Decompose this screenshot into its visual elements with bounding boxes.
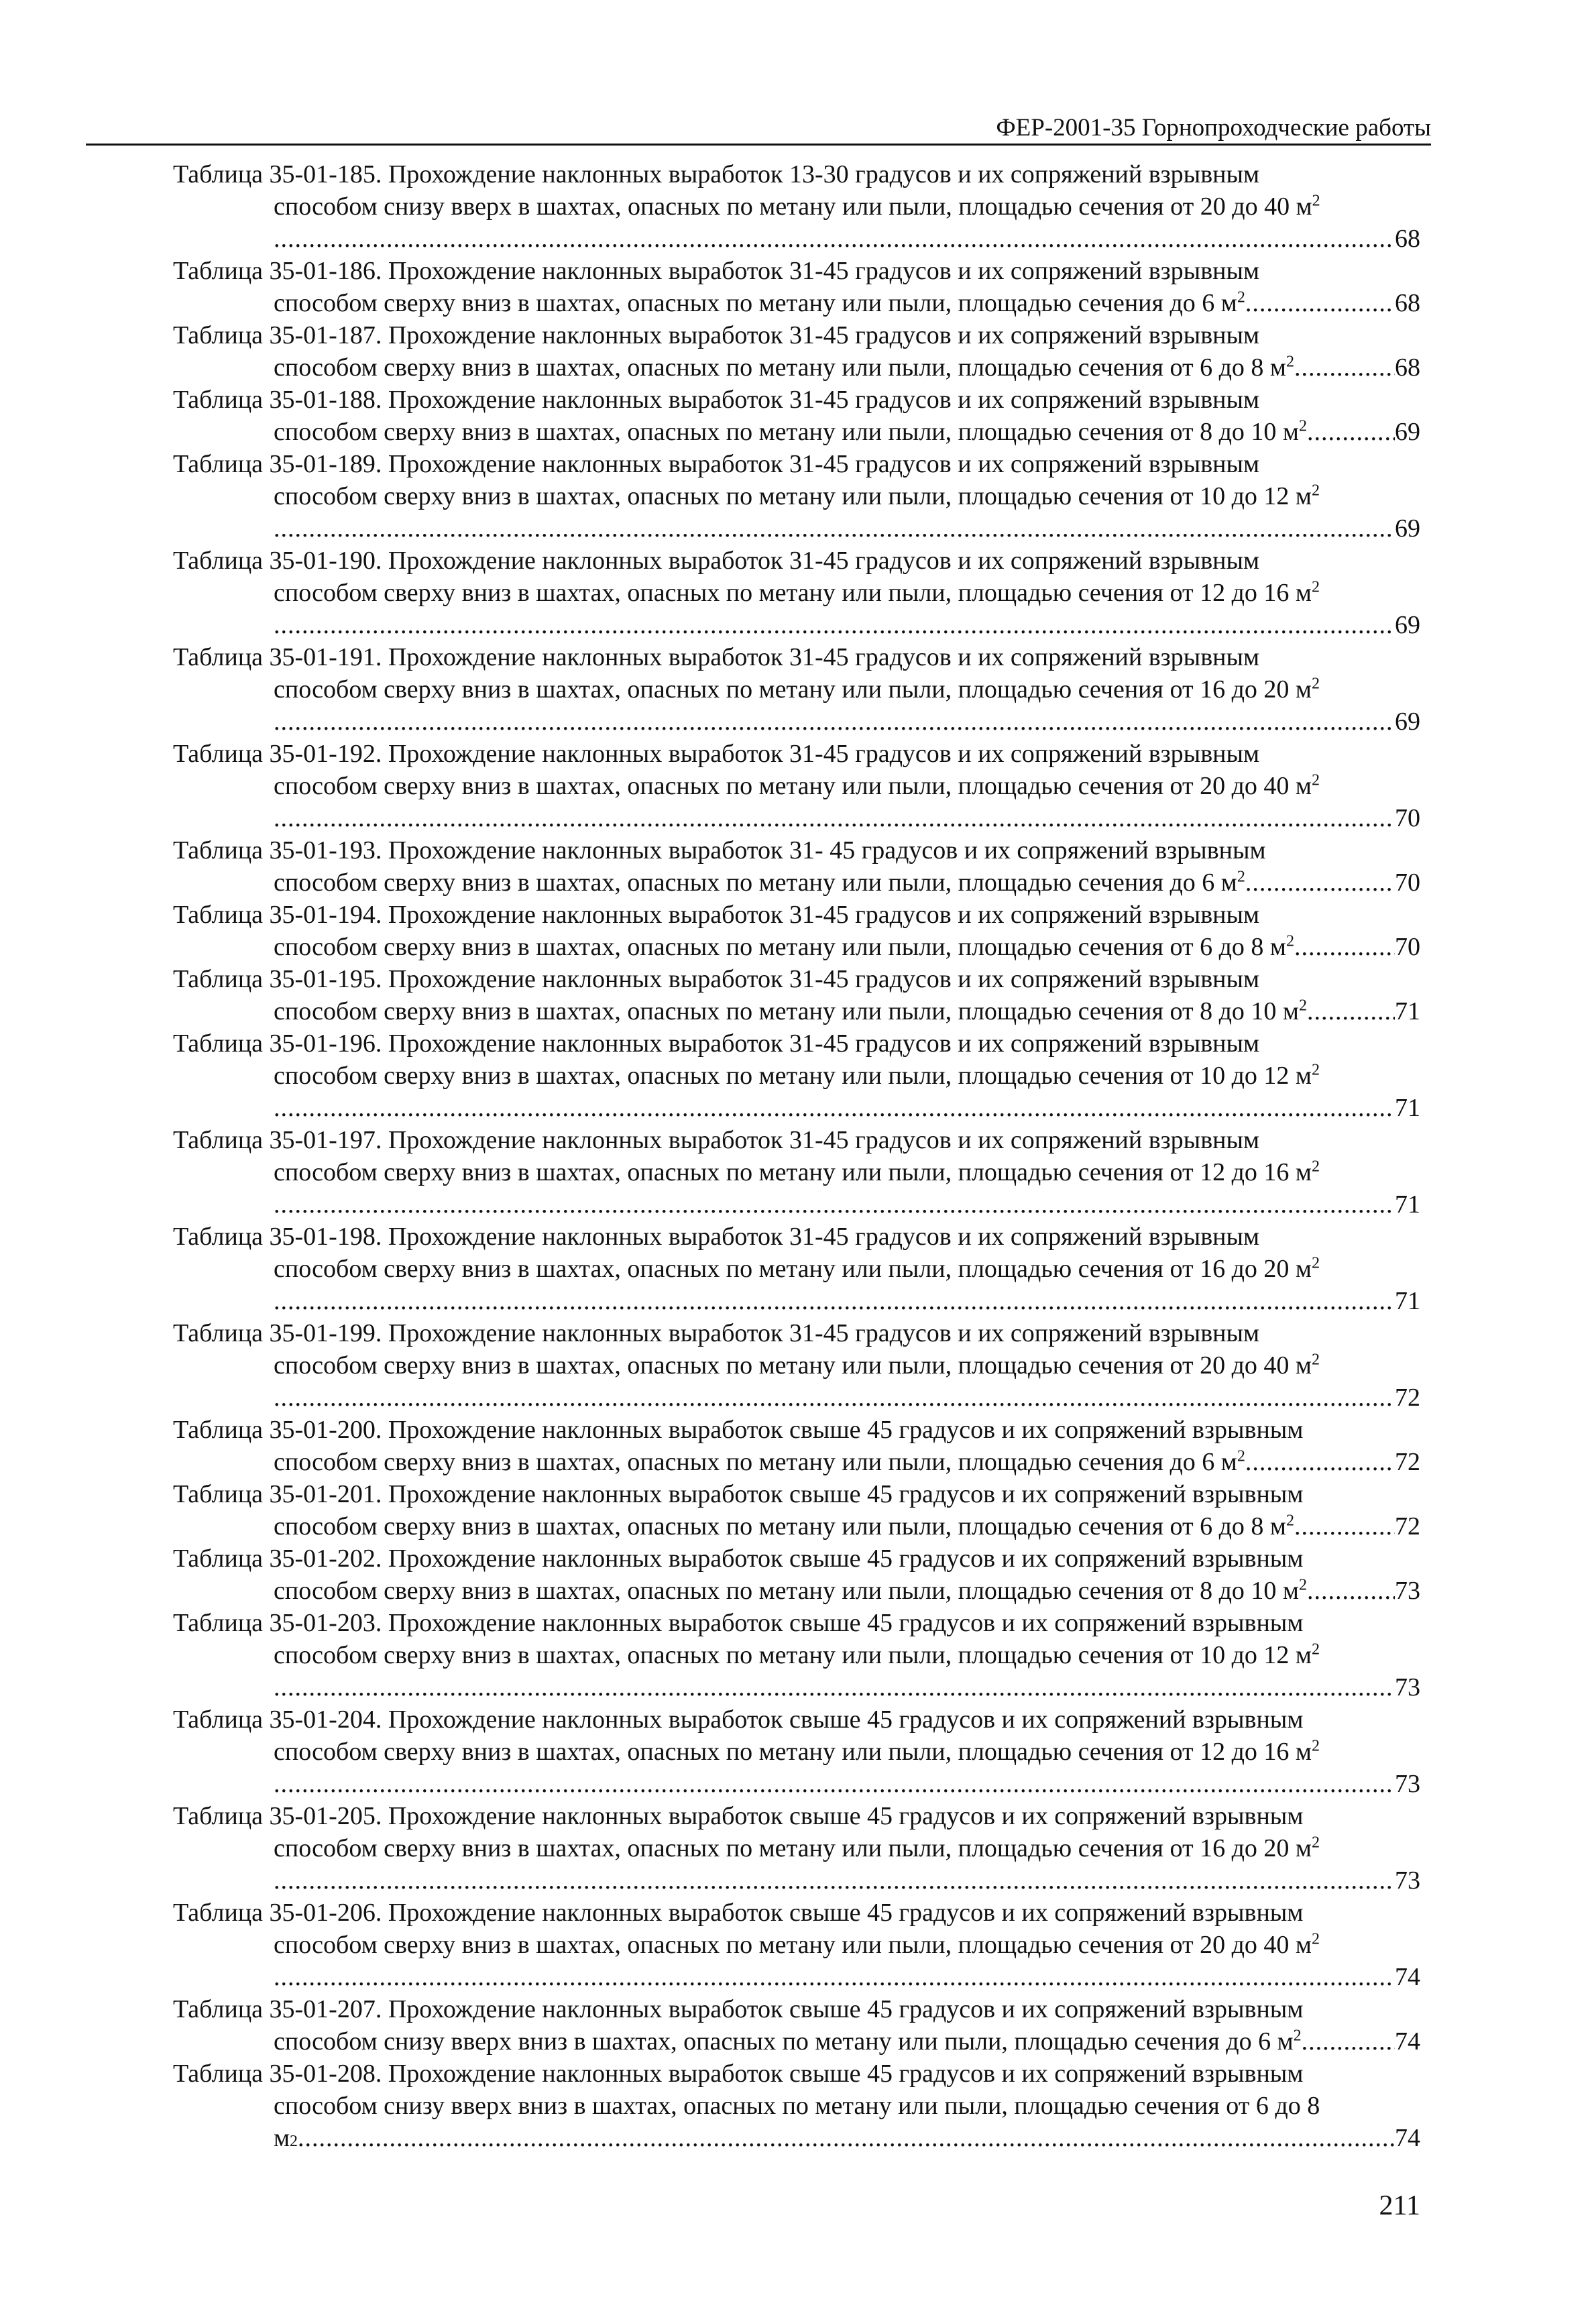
toc-entry-description-text [274, 931, 1294, 963]
toc-entry[interactable] [173, 1414, 1420, 1478]
toc-page-number[interactable]: 74 [1395, 2124, 1420, 2152]
toc-entry-description-body: способом сверху вниз в шахтах, опасных по метану или пыли, площадью сечения от 8 до 10 м [274, 1577, 1299, 1605]
toc-entry-unit: м [274, 2124, 290, 2152]
toc-entry-description-text [274, 1510, 1294, 1543]
toc-entry-description [173, 480, 1420, 512]
superscript: 2 [1311, 1254, 1320, 1272]
toc-entry[interactable] [173, 899, 1420, 963]
toc-page-number[interactable]: 74 [1395, 2027, 1420, 2056]
toc-entry[interactable] [173, 963, 1420, 1027]
toc-entry-description-text: способом сверху вниз в шахтах, опасных по метану или пыли, площадью сечения от 10 до 12 м [274, 1062, 1312, 1090]
toc-leader-line [173, 1382, 1420, 1414]
toc-entry-description [173, 190, 1420, 223]
dot-leader [1302, 2025, 1395, 2058]
toc-entry-description-text: способом снизу вверх в шахтах, опасных по метану или пыли, площадью сечения от 20 до 40 м [274, 192, 1312, 221]
toc-entry-title: Таблица 35-01-200. Прохождение наклонных выработок свыше 45 градусов и их сопряжений взрывным [173, 1416, 1304, 1444]
toc-page-number[interactable]: 70 [1395, 804, 1420, 832]
superscript: 2 [1311, 675, 1320, 693]
toc-leader-line [173, 802, 1420, 834]
toc-entry-title: Таблица 35-01-207. Прохождение наклонных выработок свыше 45 градусов и их сопряжений взрывным [173, 1995, 1304, 2023]
dot-leader [1294, 931, 1395, 963]
toc-entry[interactable] [173, 1993, 1420, 2058]
dot-leader [274, 1961, 1395, 1993]
superscript: 2 [1298, 1576, 1307, 1594]
dot-leader [1294, 1510, 1395, 1543]
toc-page-number[interactable]: 71 [1395, 997, 1420, 1025]
superscript: 2 [1311, 1930, 1320, 1948]
superscript: 2 [1286, 1512, 1294, 1530]
toc-entry-title: Таблица 35-01-205. Прохождение наклонных выработок свыше 45 градусов и их сопряжений взрывным [173, 1802, 1304, 1830]
superscript: 2 [1298, 997, 1307, 1015]
toc-entry-description-body: способом сверху вниз в шахтах, опасных по метану или пыли, площадью сечения от 6 до 8 м [274, 933, 1286, 961]
toc-entry[interactable] [173, 641, 1420, 738]
dot-leader [274, 609, 1395, 641]
toc-page-number[interactable]: 69 [1395, 708, 1420, 736]
toc-entry-description [173, 1736, 1420, 1768]
toc-entry-description-text [274, 995, 1307, 1027]
toc-entry-title: Таблица 35-01-194. Прохождение наклонных выработок 31-45 градусов и их сопряжений взрывным [173, 901, 1260, 929]
superscript: 2 [1293, 2027, 1302, 2045]
toc-entry-title: Таблица 35-01-187. Прохождение наклонных выработок 31-45 градусов и их сопряжений взрывным [173, 321, 1260, 349]
table-of-contents [173, 158, 1420, 2154]
toc-entry-description-body: способом сверху вниз в шахтах, опасных по метану или пыли, площадью сечения от 8 до 10 м [274, 418, 1299, 446]
toc-entry[interactable] [173, 738, 1420, 834]
superscript: 2 [1311, 482, 1320, 500]
toc-entry-description-body: способом сверху вниз в шахтах, опасных по метану или пыли, площадью сечения до 6 м [274, 1448, 1237, 1476]
toc-entry-description-text: способом сверху вниз в шахтах, опасных по метану или пыли, площадью сечения от 10 до 12 м [274, 1641, 1312, 1669]
toc-entry-description-text: способом сверху вниз в шахтах, опасных по метану или пыли, площадью сечения от 10 до 12 м [274, 482, 1312, 510]
toc-leader-line [173, 512, 1420, 545]
dot-leader [1245, 1446, 1395, 1478]
toc-entry-description [173, 1446, 1420, 1478]
toc-entry-description-text: способом сверху вниз в шахтах, опасных по метану или пыли, площадью сечения от 12 до 16 м [274, 1738, 1312, 1766]
toc-entry-description [173, 2025, 1420, 2058]
superscript: 2 [1311, 578, 1320, 596]
toc-entry-description-text: способом сверху вниз в шахтах, опасных по метану или пыли, площадью сечения от 12 до 16 м [274, 1158, 1312, 1186]
toc-entry[interactable] [173, 1124, 1420, 1221]
dot-leader [274, 1768, 1395, 1800]
superscript: 2 [1286, 353, 1294, 371]
toc-entry-description [173, 1510, 1420, 1543]
toc-leader-line [173, 1671, 1420, 1703]
superscript: 2 [1237, 288, 1245, 306]
toc-entry[interactable] [173, 448, 1420, 545]
toc-entry-description-text [274, 351, 1294, 384]
toc-entry[interactable] [173, 2058, 1420, 2154]
toc-entry-description-text [274, 866, 1245, 899]
toc-entry[interactable] [173, 384, 1420, 448]
toc-entry-title: Таблица 35-01-193. Прохождение наклонных выработок 31- 45 градусов и их сопряжений взрывным [173, 836, 1266, 864]
toc-entry-title: Таблица 35-01-202. Прохождение наклонных выработок свыше 45 градусов и их сопряжений взрывным [173, 1545, 1304, 1573]
toc-page-number[interactable]: 68 [1395, 289, 1420, 317]
toc-entry-title: Таблица 35-01-192. Прохождение наклонных выработок 31-45 градусов и их сопряжений взрывным [173, 740, 1260, 768]
toc-leader-line [173, 609, 1420, 641]
toc-entry-description-text: способом сверху вниз в шахтах, опасных по метану или пыли, площадью сечения от 20 до 40 м [274, 1351, 1312, 1380]
superscript: 2 [1311, 1640, 1320, 1659]
superscript: 2 [1311, 771, 1320, 789]
dot-leader [274, 1382, 1395, 1414]
dot-leader [274, 1285, 1395, 1317]
toc-page-number[interactable]: 70 [1395, 868, 1420, 897]
superscript: 2 [1311, 1834, 1320, 1852]
toc-entry-description-body: способом сверху вниз в шахтах, опасных по метану или пыли, площадью сечения от 8 до 10 м [274, 997, 1299, 1025]
dot-leader [1307, 995, 1395, 1027]
toc-entry-description [173, 1156, 1420, 1188]
toc-entry-title: Таблица 35-01-201. Прохождение наклонных выработок свыше 45 градусов и их сопряжений взрывным [173, 1480, 1304, 1508]
toc-entry-description [173, 931, 1420, 963]
toc-entry-title: Таблица 35-01-188. Прохождение наклонных выработок 31-45 градусов и их сопряжений взрывным [173, 386, 1260, 414]
toc-entry-title: Таблица 35-01-198. Прохождение наклонных выработок 31-45 градусов и их сопряжений взрывным [173, 1223, 1260, 1251]
toc-entry[interactable] [173, 1027, 1420, 1124]
dot-leader [274, 706, 1395, 738]
toc-entry[interactable] [173, 545, 1420, 641]
toc-leader-line [173, 1285, 1420, 1317]
toc-entry[interactable] [173, 255, 1420, 319]
toc-page-number[interactable]: 71 [1395, 1287, 1420, 1315]
toc-entry-description [173, 1575, 1420, 1607]
toc-entry-description [173, 577, 1420, 609]
toc-entry-description-body: способом сверху вниз в шахтах, опасных по метану или пыли, площадью сечения от 6 до 8 м [274, 353, 1286, 382]
toc-page-number[interactable]: 69 [1395, 418, 1420, 446]
toc-page-number[interactable]: 72 [1395, 1384, 1420, 1412]
toc-entry-title: Таблица 35-01-190. Прохождение наклонных выработок 31-45 градусов и их сопряжений взрывным [173, 547, 1260, 575]
toc-entry[interactable] [173, 1800, 1420, 1897]
dot-leader [274, 512, 1395, 545]
toc-entry-description-text: способом сверху вниз в шахтах, опасных по метану или пыли, площадью сечения от 20 до 40 м [274, 772, 1312, 800]
toc-page-number[interactable]: 71 [1395, 1190, 1420, 1219]
toc-entry-description-text: способом сверху вниз в шахтах, опасных по метану или пыли, площадью сечения от 20 до 40 м [274, 1931, 1312, 1959]
toc-entry-title: Таблица 35-01-196. Прохождение наклонных выработок 31-45 градусов и их сопряжений взрывным [173, 1029, 1260, 1058]
dot-leader [274, 1092, 1395, 1124]
toc-entry-title: Таблица 35-01-185. Прохождение наклонных выработок 13-30 градусов и их сопряжений взрывным [173, 160, 1260, 188]
toc-entry-title: Таблица 35-01-197. Прохождение наклонных выработок 31-45 градусов и их сопряжений взрывным [173, 1126, 1260, 1154]
toc-entry-description [173, 1832, 1420, 1864]
dot-leader [1307, 1575, 1395, 1607]
toc-page-number[interactable]: 72 [1395, 1448, 1420, 1476]
toc-entry-description-text: способом сверху вниз в шахтах, опасных по метану или пыли, площадью сечения от 16 до 20 м [274, 1255, 1312, 1283]
superscript: 2 [1311, 1061, 1320, 1079]
toc-entry[interactable] [173, 1703, 1420, 1800]
toc-leader-line [173, 1188, 1420, 1221]
toc-page-number[interactable]: 69 [1395, 514, 1420, 543]
toc-entry-description-text [274, 287, 1245, 319]
toc-leader-line [173, 1768, 1420, 1800]
superscript: 2 [1237, 868, 1245, 886]
toc-entry[interactable] [173, 1897, 1420, 1993]
dot-leader [1307, 416, 1395, 448]
toc-entry-description [173, 1349, 1420, 1382]
toc-entry[interactable] [173, 1543, 1420, 1607]
toc-entry-description-body: способом сверху вниз в шахтах, опасных по метану или пыли, площадью сечения до 6 м [274, 868, 1237, 897]
toc-entry-description [173, 1639, 1420, 1671]
superscript: 2 [1311, 1158, 1320, 1176]
toc-entry-description-text: способом сверху вниз в шахтах, опасных по метану или пыли, площадью сечения от 16 до 20 м [274, 1834, 1312, 1862]
toc-entry[interactable] [173, 319, 1420, 384]
toc-entry-description [173, 673, 1420, 706]
toc-entry-description [173, 351, 1420, 384]
toc-entry-description [173, 1253, 1420, 1285]
toc-entry-title: Таблица 35-01-204. Прохождение наклонных выработок свыше 45 градусов и их сопряжений взрывным [173, 1705, 1304, 1734]
toc-page-number[interactable]: 68 [1395, 225, 1420, 253]
toc-entry-title: Таблица 35-01-191. Прохождение наклонных выработок 31-45 градусов и их сопряжений взрывным [173, 643, 1260, 671]
dot-leader [274, 1188, 1395, 1221]
toc-entry[interactable] [173, 1317, 1420, 1414]
toc-entry-description-body: способом сверху вниз в шахтах, опасных по метану или пыли, площадью сечения до 6 м [274, 289, 1237, 317]
superscript: 2 [1311, 1351, 1320, 1369]
dot-leader [274, 1671, 1395, 1703]
superscript: 2 [1298, 417, 1307, 435]
toc-entry-description [173, 2090, 1420, 2122]
toc-entry-description-body: способом снизу вверх вниз в шахтах, опасных по метану или пыли, площадью сечения до 6 м [274, 2027, 1294, 2056]
running-header [86, 106, 1431, 146]
toc-leader-line: м 2 ..... 74 [173, 2122, 1420, 2154]
toc-entry[interactable] [173, 834, 1420, 899]
superscript: 2 [1286, 932, 1294, 950]
dot-leader [274, 802, 1395, 834]
toc-leader-line [173, 1864, 1420, 1897]
toc-entry-description [173, 995, 1420, 1027]
dot-leader [1245, 287, 1395, 319]
toc-page-number[interactable]: 73 [1395, 1866, 1420, 1895]
superscript: 2 [1237, 1447, 1245, 1465]
toc-page-number[interactable]: 69 [1395, 611, 1420, 639]
toc-entry-title: Таблица 35-01-195. Прохождение наклонных выработок 31-45 градусов и их сопряжений взрывным [173, 965, 1260, 993]
toc-entry-description [173, 287, 1420, 319]
toc-entry-description [173, 770, 1420, 802]
dot-leader [1245, 866, 1395, 899]
toc-page-number[interactable]: 73 [1395, 1673, 1420, 1701]
toc-entry-description-text [274, 1446, 1245, 1478]
toc-entry-title: Таблица 35-01-203. Прохождение наклонных выработок свыше 45 градусов и их сопряжений взрывным [173, 1609, 1304, 1637]
toc-leader-line [173, 706, 1420, 738]
toc-page-number[interactable]: 71 [1395, 1094, 1420, 1122]
dot-leader [298, 2122, 1395, 2154]
toc-page-number[interactable]: 73 [1395, 1577, 1420, 1605]
dot-leader [274, 223, 1395, 255]
toc-entry-description-text [274, 416, 1307, 448]
superscript: 2 [1311, 1737, 1320, 1755]
toc-leader-line [173, 1961, 1420, 1993]
toc-entry-description-text: способом сверху вниз в шахтах, опасных по метану или пыли, площадью сечения от 12 до 16 м [274, 579, 1312, 607]
toc-page-number[interactable]: 72 [1395, 1512, 1420, 1540]
toc-entry-description-text [274, 2025, 1302, 2058]
toc-entry-description [173, 1060, 1420, 1092]
toc-entry-description-text: способом снизу вверх вниз в шахтах, опасных по метану или пыли, площадью сечения от 6 до 8 [274, 2092, 1320, 2120]
superscript: 2 [1312, 192, 1320, 210]
header-title: ФЕР-2001-35 Горнопроходческие работы [996, 114, 1431, 142]
toc-entry-title: Таблица 35-01-208. Прохождение наклонных выработок свыше 45 градусов и их сопряжений взрывным [173, 2060, 1304, 2088]
toc-entry[interactable] [173, 158, 1420, 255]
toc-entry-description [173, 1929, 1420, 1961]
dot-leader [274, 1864, 1395, 1897]
toc-entry[interactable] [173, 1221, 1420, 1317]
toc-entry-title: Таблица 35-01-189. Прохождение наклонных выработок 31-45 градусов и их сопряжений взрывным [173, 450, 1260, 478]
toc-page-number[interactable]: 70 [1395, 933, 1420, 961]
toc-entry[interactable] [173, 1607, 1420, 1703]
toc-entry-description-text [274, 1575, 1307, 1607]
toc-entry-description-text: способом сверху вниз в шахтах, опасных по метану или пыли, площадью сечения от 16 до 20 м [274, 675, 1312, 704]
toc-entry-title: Таблица 35-01-206. Прохождение наклонных выработок свыше 45 градусов и их сопряжений взрывным [173, 1899, 1304, 1927]
toc-entry-description [173, 866, 1420, 899]
toc-leader-line [173, 1092, 1420, 1124]
page-number: 211 [1379, 2190, 1420, 2221]
dot-leader [1294, 351, 1395, 384]
toc-entry-title: Таблица 35-01-199. Прохождение наклонных выработок 31-45 градусов и их сопряжений взрывным [173, 1319, 1260, 1347]
toc-page-number[interactable]: 74 [1395, 1963, 1420, 1991]
toc-entry-description-body: способом сверху вниз в шахтах, опасных по метану или пыли, площадью сечения от 6 до 8 м [274, 1512, 1286, 1540]
toc-page-number[interactable]: 73 [1395, 1770, 1420, 1798]
toc-page-number[interactable]: 68 [1395, 353, 1420, 382]
toc-entry[interactable] [173, 1478, 1420, 1543]
toc-entry-description [173, 416, 1420, 448]
toc-leader-line [173, 223, 1420, 255]
toc-entry-title: Таблица 35-01-186. Прохождение наклонных выработок 31-45 градусов и их сопряжений взрывным [173, 257, 1260, 285]
